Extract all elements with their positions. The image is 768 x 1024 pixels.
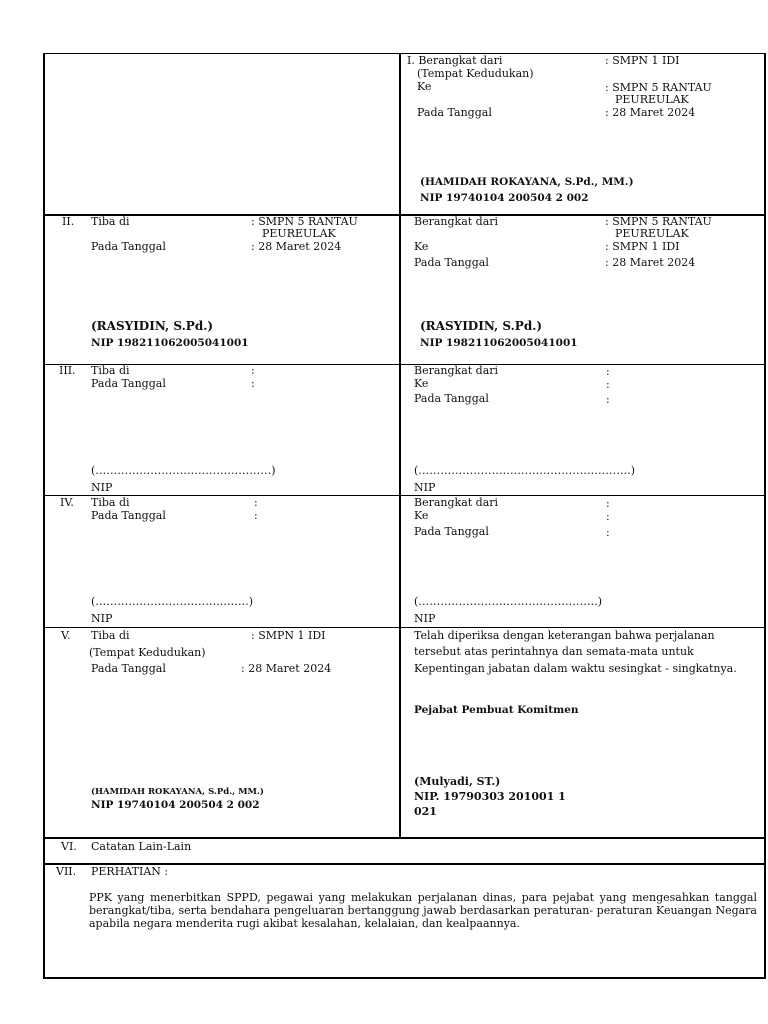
s3-r-berangkat-label: Berangkat dari [414,364,499,377]
s7-num: VII. [56,865,77,878]
s4-r-signature-dots: (………………………………………….) [414,595,603,608]
s2-r-berangkat-value-2: PEUREULAK [615,227,689,240]
s4-tanggal-label: Pada Tanggal [91,509,166,522]
s3-r-tanggal-colon: : [606,393,610,406]
s2-tiba-value-2: PEUREULAK [262,227,336,240]
s2-tanggal-label: Pada Tanggal [91,240,166,253]
s4-nip: NIP [91,612,113,625]
s1-tanggal-value: : 28 Maret 2024 [605,106,696,119]
s5-r-sign-name: (Mulyadi, ST.) [414,775,501,788]
s5-sign-name: (HAMIDAH ROKAYANA, S.Pd., MM.) [91,787,264,797]
s2-r-sign-nip: NIP 198211062005041001 [420,337,578,349]
s3-r-tanggal-label: Pada Tanggal [414,392,489,405]
s5-r-sign-nip-1: NIP. 19790303 201001 1 [414,790,566,803]
s2-r-tanggal-value: : 28 Maret 2024 [605,256,696,269]
s3-tanggal-colon: : [251,377,255,390]
s1-sign-name: (HAMIDAH ROKAYANA, S.Pd., MM.) [420,176,634,188]
row-divider-5 [43,837,766,839]
s6-num: VI. [61,840,77,853]
s1-berangkat-label: I. Berangkat dari [407,54,503,67]
s2-num: II. [62,215,75,228]
s7-text: PPK yang menerbitkan SPPD, pegawai yang melakukan perjalanan dinas, para pejabat yang mengesahkan tanggal berangkat/tiba, serta bendahara pengeluaran bertanggung jawab berdasarkan peraturan- peraturan Keuangan Negara apabila negara menderita rugi akibat kesalahan, kelalaian, dan kealpaannya. [89,891,757,930]
s2-sign-nip: NIP 198211062005041001 [91,337,249,349]
s4-r-ke-label: Ke [414,509,429,522]
s1-berangkat-value: : SMPN 1 IDI [605,54,680,67]
table-border-right [764,53,766,979]
s2-r-tanggal-label: Pada Tanggal [414,256,489,269]
s1-ke-value-2: PEUREULAK [615,93,689,106]
s2-tiba-value-1: : SMPN 5 RANTAU [251,215,358,228]
s3-num: III. [59,364,76,377]
s3-tanggal-label: Pada Tanggal [91,377,166,390]
s2-sign-name: (RASYIDIN, S.Pd.) [91,319,214,333]
s4-num: IV. [60,496,74,509]
s5-r-pejabat: Pejabat Pembuat Komitmen [414,704,579,716]
s2-r-ke-value: : SMPN 1 IDI [605,240,680,253]
s4-tiba-colon: : [254,496,258,509]
s1-sign-nip: NIP 19740104 200504 2 002 [420,192,589,204]
s2-r-sign-name: (RASYIDIN, S.Pd.) [420,319,543,333]
s4-signature-dots: (……………………………..…….) [91,595,254,608]
s5-sign-nip: NIP 19740104 200504 2 002 [91,799,260,811]
s5-tanggal-label: Pada Tanggal [91,662,166,675]
s4-r-berangkat-label: Berangkat dari [414,496,499,509]
s2-tanggal-value: : 28 Maret 2024 [251,240,342,253]
s5-r-text-3: Kepentingan jabatan dalam waktu sesingkat - singkatnya. [414,662,737,675]
s4-r-tanggal-colon: : [606,526,610,539]
s5-r-sign-nip-2: 021 [414,805,437,818]
s4-r-nip: NIP [414,612,436,625]
s5-tempat-label: (Tempat Kedudukan) [89,646,206,659]
row-divider-3 [43,495,766,496]
s5-r-text-2: tersebut atas perintahnya dan semata-mata untuk [414,645,694,658]
s3-signature-dots: (…………………………………………) [91,464,276,477]
s3-r-ke-label: Ke [414,377,429,390]
s3-tiba-colon: : [251,364,255,377]
s5-num: V. [61,629,71,642]
s2-tiba-label: Tiba di [91,215,130,228]
row-divider-2 [43,364,766,365]
s3-r-ke-colon: : [606,378,610,391]
s4-tiba-label: Tiba di [91,496,130,509]
row-divider-4 [43,627,766,628]
column-divider [399,53,401,838]
s3-nip: NIP [91,481,113,494]
table-border-left [43,53,45,979]
s3-r-nip: NIP [414,481,436,494]
s7-label: PERHATIAN : [91,865,169,878]
s1-tanggal-label: Pada Tanggal [417,106,492,119]
s3-r-berangkat-colon: : [606,365,610,378]
s4-r-berangkat-colon: : [606,497,610,510]
s4-r-tanggal-label: Pada Tanggal [414,525,489,538]
s4-r-ke-colon: : [606,510,610,523]
s5-tiba-value: : SMPN 1 IDI [251,629,326,642]
s1-tempat-label: (Tempat Kedudukan) [417,67,534,80]
s2-r-berangkat-value-1: : SMPN 5 RANTAU [605,215,712,228]
s3-r-signature-dots: (………………………………………………….) [414,464,636,477]
table-border-bottom [43,977,766,979]
s3-tiba-label: Tiba di [91,364,130,377]
s5-tiba-label: Tiba di [91,629,130,642]
s2-r-berangkat-label: Berangkat dari [414,215,499,228]
s6-label: Catatan Lain-Lain [91,840,192,853]
s5-tanggal-value: : 28 Maret 2024 [241,662,332,675]
s1-ke-value-1: : SMPN 5 RANTAU [605,81,712,94]
s5-r-text-1: Telah diperiksa dengan keterangan bahwa perjalanan [414,629,715,642]
s1-ke-label: Ke [417,80,432,93]
s2-r-ke-label: Ke [414,240,429,253]
s4-tanggal-colon: : [254,509,258,522]
